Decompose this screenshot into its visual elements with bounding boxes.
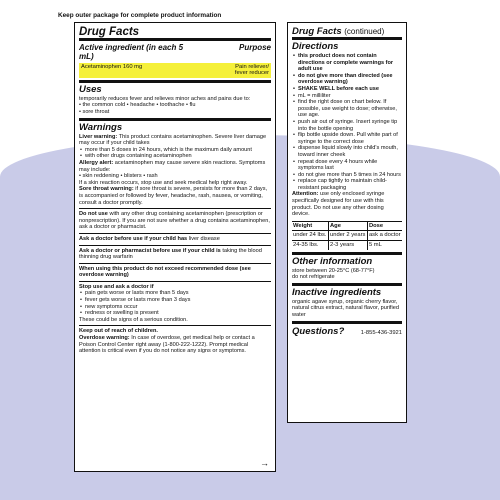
top-note: Keep outer package for complete product information xyxy=(58,12,222,19)
allergy-item: blisters xyxy=(123,173,142,180)
directions-item: • mL = milliliter xyxy=(298,93,402,100)
questions-section xyxy=(292,321,402,339)
phone-number: 1-855-436-3921 xyxy=(360,329,402,336)
directions-item: • this product does not contain directions or complete warnings for adult use xyxy=(298,53,402,73)
uses-item: sore throat xyxy=(82,109,110,115)
stop-use-item: • fever gets worse or lasts more than 3 days xyxy=(85,297,271,304)
stop-use-after: These could be signs of a serious condition. xyxy=(79,316,188,323)
attention-label: Attention: xyxy=(292,191,319,198)
uses-item: the common cold xyxy=(82,102,126,109)
allergy-alert-label: Allergy alert: xyxy=(79,159,114,166)
inactive-ingredients-section xyxy=(292,283,402,321)
dose-table-cell: under 2 years xyxy=(329,231,368,241)
stop-use-item: • redness or swelling is present xyxy=(85,310,271,317)
continue-arrow-icon: → xyxy=(260,458,269,468)
panel-title-continued: (continued) xyxy=(344,27,385,36)
uses-item: headache xyxy=(130,102,155,109)
directions-item: • do not give more than directed (see overdose warning) xyxy=(298,73,402,86)
panel-title: Drug Facts xyxy=(292,26,342,37)
directions-item: • flip bottle upside down. Pull white part of syringe to the correct dose xyxy=(298,132,402,145)
stop-use-item: • new symptoms occur xyxy=(85,304,271,311)
overdose-warning-text: In case of overdose, get medical help or contact a Poison Control Center right away (1-800-222-1222). Prompt medical attention is critical even if you do not notice any signs or symptoms. xyxy=(79,335,255,355)
stop-use-item: • pain gets worse or lasts more than 5 days xyxy=(85,290,271,297)
dose-table xyxy=(292,221,402,250)
dose-table-header: Dose xyxy=(367,221,402,231)
do-not-use-label: Do not use xyxy=(79,211,108,218)
allergy-item: rash xyxy=(146,173,158,180)
dose-table-header: Weight xyxy=(292,221,329,231)
drug-facts-panel xyxy=(74,22,276,472)
dose-table-cell: 5 mL xyxy=(367,241,402,250)
attention-text: use only enclosed syringe specifically designed for use with this product. Do not use any other dosing device. xyxy=(292,191,385,218)
uses-section: Uses temporarily reduces fever and relieves minor aches and pains due to: • the common cold • headache • toothache • flu • sore throat xyxy=(79,80,271,118)
warnings-section: Warnings Liver warning: This product contains acetaminophen. Severe liver damage may occur if your child takes • more than 5 doses in 24 hours, which is the maximum daily amount • with other drugs containing acetaminophen Allergy alert: acetaminophen may cause severe skin reactions. Symptoms may include: • skin reddening • blisters • rash If a skin reaction occurs, stop use and seek medical help right away. Sore throat warning: if sore throat is severe, persists for more than 2 days, is accompanied or followed by fever, headache, rash, nausea, or vomiting, consult a doctor promptly. Do not use with any other drug containing acetaminophen (prescription or nonprescription). If you are not sure whether a drug contains acetaminophen, ask a doctor or pharmacist. Ask a doctor before use if your child has liver disease Ask a doctor or pharmacist before use if your child is taking the blood thinning drug warfarin When using this product do not exceed recommended dose (see overdose warning) Stop use and ask a doctor if • pain gets worse or lasts more than 5 days • fever gets worse or lasts more than 3 days • new symptoms occur • redness or swelling is present These could be signs of a serious condition. Keep out of reach of children. Overdose warning: In case of overdose, get medical help or contact a Poison Control Center right away (1-800-222-1222). Prompt medical attention is critical even if you do not notice any signs or symptoms. xyxy=(79,118,271,357)
directions-item: • push air out of syringe. Insert syringe tip into the bottle opening xyxy=(298,119,402,132)
warnings-title: Warnings xyxy=(79,121,123,133)
directions-item: • replace cap tightly to maintain child-resistant packaging xyxy=(298,178,402,191)
active-ingredient-name: Acetaminophen 160 mg xyxy=(81,64,143,70)
directions-item: • SHAKE WELL before each use xyxy=(298,86,402,93)
liver-warning-label: Liver warning: xyxy=(79,133,118,140)
stop-use-label: Stop use and ask a doctor if xyxy=(79,283,154,290)
do-not-use-text: with any other drug containing acetaminophen (prescription or nonprescription). If you are not sure whether a drug contains acetaminophen, ask a doctor or pharmacist. xyxy=(79,211,270,231)
other-information-item: store between 20-25°C (68-77°F) xyxy=(292,267,375,274)
when-using-text: When using this product do not exceed recommended dose (see overdose warning) xyxy=(79,265,251,279)
allergy-alert-text: acetaminophen may cause severe skin reactions. Symptoms may include: xyxy=(79,159,266,173)
keep-out-of-reach: Keep out of reach of children. xyxy=(79,328,158,335)
table-row xyxy=(292,231,402,241)
ask-doctor-text: liver disease xyxy=(188,235,220,242)
active-ingredient-purpose: Pain reliever/ fever reducer xyxy=(234,64,269,77)
uses-item: flu xyxy=(189,102,196,109)
uses-item: toothache xyxy=(159,102,185,109)
uses-title: Uses xyxy=(79,83,102,95)
inactive-ingredients-title: Inactive ingredients xyxy=(292,286,382,298)
purpose-header: Purpose xyxy=(238,43,271,52)
directions-item: • dispense liquid slowly into child's mouth, toward inner cheek xyxy=(298,145,402,158)
sore-throat-text: if sore throat is severe, persists for more than 2 days, is accompanied or followed by fever, headache, rash, nausea, or vomiting, consult a doctor promptly. xyxy=(79,186,268,206)
liver-warning-item: • with other drugs containing acetaminophen xyxy=(85,153,271,160)
ask-pharmacist-label: Ask a doctor or pharmacist before use if your child is xyxy=(79,247,221,254)
inactive-ingredients-text: organic agave syrup, organic cherry flavor, natural citrus extract, natural flavor, purified water xyxy=(292,298,399,318)
directions-item: • repeat dose every 4 hours while symptoms last xyxy=(298,159,402,172)
active-ingredient-section xyxy=(79,38,271,80)
drug-facts-continued-panel xyxy=(287,22,407,423)
questions-title: Questions? xyxy=(292,325,345,337)
dose-table-header: Age xyxy=(329,221,368,231)
allergy-item: skin reddening xyxy=(82,173,119,180)
table-row xyxy=(292,241,402,250)
panel-title: Drug Facts xyxy=(79,26,140,38)
sore-throat-label: Sore throat warning: xyxy=(79,186,134,193)
uses-text: temporarily reduces fever and relieves minor aches and pains due to: xyxy=(79,95,251,102)
active-ingredient-row xyxy=(79,63,271,78)
dose-table-cell: 24-35 lbs. xyxy=(292,241,329,250)
ask-pharmacist-text: taking the blood thinning drug warfarin xyxy=(79,247,262,261)
directions-section xyxy=(292,37,402,252)
other-information-item: do not refrigerate xyxy=(292,274,335,281)
directions-item: • find the right dose on chart below. If possible, use weight to dose; otherwise, use age. xyxy=(298,99,402,119)
dose-table-cell: 2-3 years xyxy=(329,241,368,250)
directions-item: • do not give more than 5 times in 24 hours xyxy=(298,172,402,179)
dose-table-cell: under 24 lbs. xyxy=(292,231,329,241)
active-ingredient-header: Active ingredient (in each 5 mL) xyxy=(79,43,184,61)
directions-title: Directions xyxy=(292,41,339,52)
liver-warning-item: • more than 5 doses in 24 hours, which is the maximum daily amount xyxy=(85,147,271,154)
liver-warning-text: This product contains acetaminophen. Severe liver damage may occur if your child takes xyxy=(79,133,267,147)
other-information-section xyxy=(292,252,402,283)
allergy-after: If a skin reaction occurs, stop use and seek medical help right away. xyxy=(79,179,248,186)
dose-table-cell: ask a doctor xyxy=(367,231,402,241)
other-information-title: Other information xyxy=(292,255,373,267)
ask-doctor-label: Ask a doctor before use if your child has xyxy=(79,235,188,242)
overdose-warning-label: Overdose warning: xyxy=(79,335,130,342)
